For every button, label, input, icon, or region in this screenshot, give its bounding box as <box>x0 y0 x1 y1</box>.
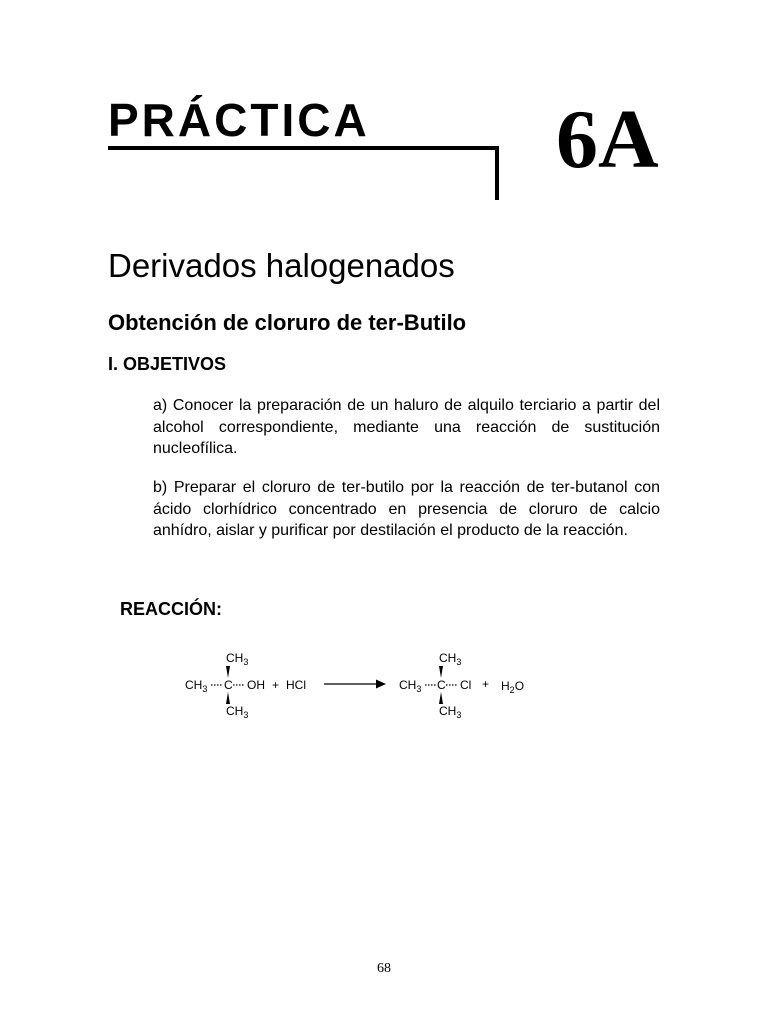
product-top-methyl: $CH_3$ <box>439 651 462 667</box>
reactant-bottom-methyl: $CH_3$ <box>226 704 249 720</box>
byproduct-water: $H_2O$ <box>501 679 525 695</box>
objectives-heading: I. OBJETIVOS <box>108 354 227 374</box>
product-wedge-top <box>439 666 443 678</box>
product-molecule <box>399 651 471 720</box>
product-wedge-bottom <box>439 692 443 704</box>
product-center-carbon: C <box>437 678 446 692</box>
practica-number: 6A <box>556 93 659 186</box>
practica-label: PRÁCTICA <box>108 94 370 146</box>
page-subtitle: Obtención de cloruro de ter-Butilo <box>108 310 467 335</box>
reaction-arrow <box>324 680 386 689</box>
header-rule-horizontal <box>108 146 499 150</box>
plus-sign-1: + <box>272 678 280 692</box>
reactant-top-methyl: $CH_3$ <box>226 651 249 667</box>
objective-b: b) Preparar el cloruro de ter-butilo por la reacción de ter-butanol con ácido clorhídrico concentrado en presencia de cloruro de calcio anhídro, aislar y purificar por destilación el producto de la reacción. <box>153 479 660 539</box>
product-bottom-methyl: $CH_3$ <box>439 704 462 720</box>
reactant-wedge-bottom <box>226 692 230 704</box>
plus-sign-2: + <box>482 677 490 691</box>
reaction-heading: REACCIÓN: <box>120 599 222 619</box>
reactant-center-carbon: C <box>224 678 233 692</box>
product-left-methyl: $CH_3$ <box>399 678 422 694</box>
objective-a: a) Conocer la preparación de un haluro de alquilo terciario a partir del alcohol correspondiente, mediante una reacción de sustitución nucleofílica. <box>153 397 660 457</box>
reactant-wedge-top <box>226 666 230 678</box>
reactant-left-methyl: $CH_3$ <box>185 678 208 694</box>
page-number: 68 <box>377 961 391 976</box>
header-rule-vertical <box>495 146 499 200</box>
product-chlorine: Cl <box>460 678 472 692</box>
reactant-molecule <box>185 651 265 720</box>
reaction-equation <box>170 640 550 730</box>
reagent-hcl: HCl <box>286 678 306 692</box>
page-title: Derivados halogenados <box>108 247 455 284</box>
reactant-hydroxyl: OH <box>247 678 265 692</box>
